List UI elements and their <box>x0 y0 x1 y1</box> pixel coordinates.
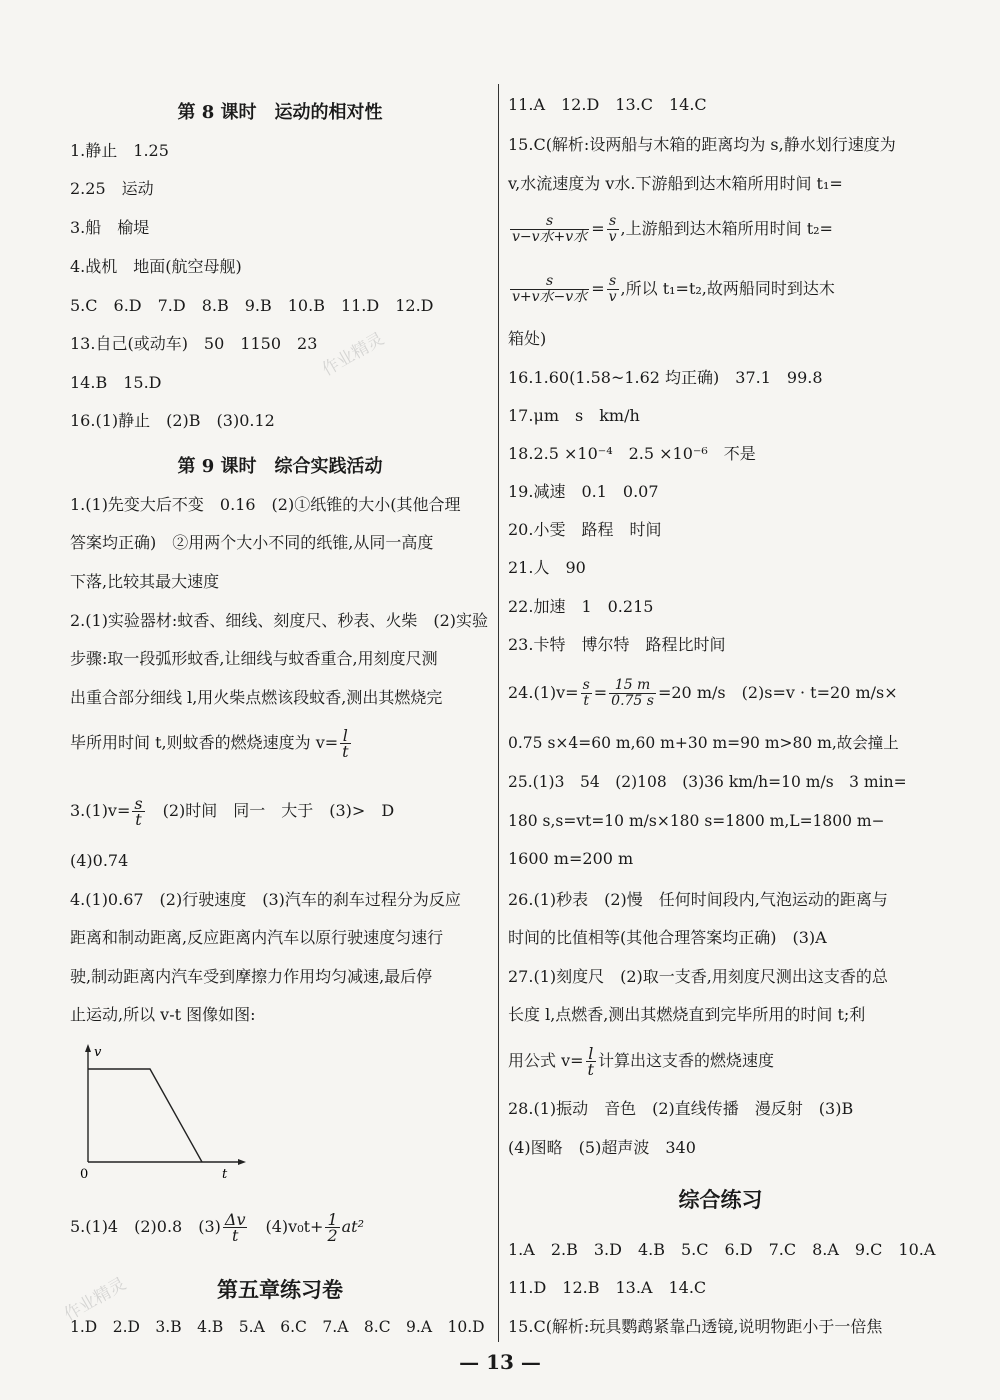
answer-line: 驶,制动距离内汽车受到摩擦力作用均匀减速,最后停 <box>70 967 433 986</box>
answer-line: 1.静止 1.25 <box>70 141 169 160</box>
answer-line: 2.(1)实验器材:蚊香、细线、刻度尺、秒表、火柴 (2)实验 <box>70 611 488 630</box>
text: 用公式 v= <box>508 1051 584 1070</box>
answer-line: 长度 l,点燃香,测出其燃烧直到完毕所用的时间 t;利 <box>508 1005 866 1024</box>
answer-line: 1600 m=200 m <box>508 849 634 868</box>
text: =20 m/s (2)s=v · t=20 m/s× <box>657 683 898 702</box>
answer-line: v,水流速度为 v水.下游船到达木箱所用时间 t₁= <box>508 174 843 193</box>
text: 24.(1)v= <box>508 683 579 702</box>
answer-line: 止运动,所以 v-t 图像如图: <box>70 1005 256 1024</box>
answer-line: 26.(1)秒表 (2)慢 任何时间段内,气泡运动的距离与 <box>508 890 888 909</box>
answer-line: 3.船 榆堤 <box>70 218 150 237</box>
answer-line: 时间的比值相等(其他合理答案均正确) (3)A <box>508 928 827 947</box>
answer-line: 13.自己(或动车) 50 1150 23 <box>70 334 318 353</box>
velocity-curve <box>88 1069 202 1162</box>
v-t-graph <box>70 1044 250 1180</box>
answer-line: 0.75 s×4=60 m,60 m+30 m=90 m>80 m,故会撞上 <box>508 734 899 752</box>
text: = <box>591 219 605 238</box>
fraction: $\frac{s}{v}$ <box>608 273 617 305</box>
answer-line <box>70 1212 490 1243</box>
text: 3.(1)v= <box>70 801 131 820</box>
text: 计算出这支香的燃烧速度 <box>597 1051 774 1070</box>
answer-line: 23.卡特 博尔特 路程比时间 <box>508 635 726 654</box>
answer-line: 16.(1)静止 (2)B (3)0.12 <box>70 411 275 430</box>
answer-line: 180 s,s=vt=10 m/s×180 s=1800 m,L=1800 m− <box>508 812 885 830</box>
text: ,上游船到达木箱所用时间 t₂= <box>620 219 833 238</box>
answer-line: 5.C 6.D 7.D 8.B 9.B 10.B 11.D 12.D <box>70 296 434 315</box>
answer-line <box>70 796 490 827</box>
answer-line: 28.(1)振动 音色 (2)直线传播 漫反射 (3)B <box>508 1099 854 1118</box>
watermark: 作业精灵 <box>60 1274 130 1326</box>
equation-line <box>508 1046 933 1077</box>
text: 5.(1)4 (2)0.8 (3) <box>70 1217 221 1236</box>
text: = <box>591 279 605 298</box>
answer-line: 4.战机 地面(航空母舰) <box>70 257 242 276</box>
page-number: — 13 — <box>459 1350 541 1374</box>
answer-line: 11.A 12.D 13.C 14.C <box>508 95 707 114</box>
lesson-9-heading: 第 9 课时 综合实践活动 <box>177 456 383 477</box>
x-axis-label: t <box>222 1167 228 1182</box>
equation-line <box>508 274 933 305</box>
fraction: $\frac{l}{t}$ <box>342 726 349 761</box>
answer-line: (4)0.74 <box>70 851 129 870</box>
fraction: $\frac{s}{\text{v+v水−v水}}$ <box>512 273 588 305</box>
text: ,所以 t₁=t₂,故两船同时到达木 <box>620 279 835 298</box>
answer-line: 21.人 90 <box>508 558 586 577</box>
answer-line: (4)图略 (5)超声波 340 <box>508 1138 696 1157</box>
answer-line: 22.加速 1 0.215 <box>508 597 654 616</box>
text: at² <box>341 1217 365 1236</box>
text: 毕所用时间 t,则蚊香的燃烧速度为 v= <box>70 733 339 752</box>
answer-line: 下落,比较其最大速度 <box>70 572 220 591</box>
page-number-value: 13 <box>486 1350 514 1374</box>
answer-line: 出重合部分细线 l,用火柴点燃该段蚊香,测出其燃烧完 <box>70 688 443 707</box>
answer-line: 2.25 运动 <box>70 179 154 198</box>
lesson-8-heading: 第 8 课时 运动的相对性 <box>177 102 383 123</box>
watermark: 作业精灵 <box>318 329 388 381</box>
answer-line: 15.C(解析:设两船与木箱的距离均为 s,静水划行速度为 <box>508 135 896 154</box>
equation-line <box>508 678 933 709</box>
fraction: $\frac{s}{\text{v−v水+v水}}$ <box>512 213 588 245</box>
answer-line: 距离和制动距离,反应距离内汽车以原行驶速度匀速行 <box>70 928 444 947</box>
fraction: $\frac{s}{t}$ <box>582 677 590 709</box>
right-column <box>508 84 936 1336</box>
answer-line: 4.(1)0.67 (2)行驶速度 (3)汽车的刹车过程分为反应 <box>70 890 461 909</box>
answer-line: 15.C(解析:玩具鹦鹉紧靠凸透镜,说明物距小于一倍焦 <box>508 1317 883 1336</box>
chapter-5-heading: 第五章练习卷 <box>217 1277 343 1302</box>
answer-line: 箱处) <box>508 329 547 348</box>
answer-line: 20.小雯 路程 时间 <box>508 520 662 539</box>
text: (4)v₀t+ <box>249 1217 324 1236</box>
column-divider <box>498 84 499 1342</box>
answer-line: 27.(1)刻度尺 (2)取一支香,用刻度尺测出这支香的总 <box>508 967 888 986</box>
answer-line: 17.μm s km/h <box>508 406 640 425</box>
text: (2)时间 同一 大于 (3)> D <box>146 801 395 820</box>
fraction: $\frac{1}{2}$ <box>327 1210 338 1245</box>
answer-line: 步骤:取一段弧形蚊香,让细线与蚊香重合,用刻度尺测 <box>70 649 438 668</box>
answer-line: 1.D 2.D 3.B 4.B 5.A 6.C 7.A 8.C 9.A 10.D <box>70 1318 485 1336</box>
answer-line: 25.(1)3 54 (2)108 (3)36 km/h=10 m/s 3 min= <box>508 773 907 791</box>
answer-line: 19.减速 0.1 0.07 <box>508 482 659 501</box>
answer-line: 1.A 2.B 3.D 4.B 5.C 6.D 7.C 8.A 9.C 10.A <box>508 1240 936 1259</box>
answer-line: 14.B 15.D <box>70 373 162 392</box>
answer-line: 11.D 12.B 13.A 14.C <box>508 1278 707 1297</box>
y-arrow <box>85 1044 91 1052</box>
answer-line: 18.2.5 ×10⁻⁴ 2.5 ×10⁻⁶ 不是 <box>508 444 756 463</box>
equation-line <box>508 214 933 245</box>
answer-line: 答案均正确) ②用两个大小不同的纸锥,从同一高度 <box>70 533 434 552</box>
answer-line: 16.1.60(1.58~1.62 均正确) 37.1 99.8 <box>508 368 823 387</box>
origin-label: 0 <box>80 1167 89 1182</box>
fraction: $\frac{s}{v}$ <box>608 213 617 245</box>
fraction: $\frac{\Delta v}{t}$ <box>224 1210 246 1245</box>
answer-line <box>70 728 490 759</box>
x-arrow <box>238 1159 246 1165</box>
fraction: $\frac{l}{t}$ <box>587 1044 594 1079</box>
left-column <box>70 84 490 1336</box>
y-axis-label: v <box>94 1045 102 1060</box>
text: = <box>593 683 608 702</box>
comprehensive-practice-heading: 综合练习 <box>678 1187 763 1212</box>
fraction: $\frac{s}{t}$ <box>134 794 143 829</box>
answer-line: 1.(1)先变大后不变 0.16 (2)①纸锥的大小(其他合理 <box>70 495 461 514</box>
fraction: $\frac{15 m}{0.75 s}$ <box>611 677 654 709</box>
